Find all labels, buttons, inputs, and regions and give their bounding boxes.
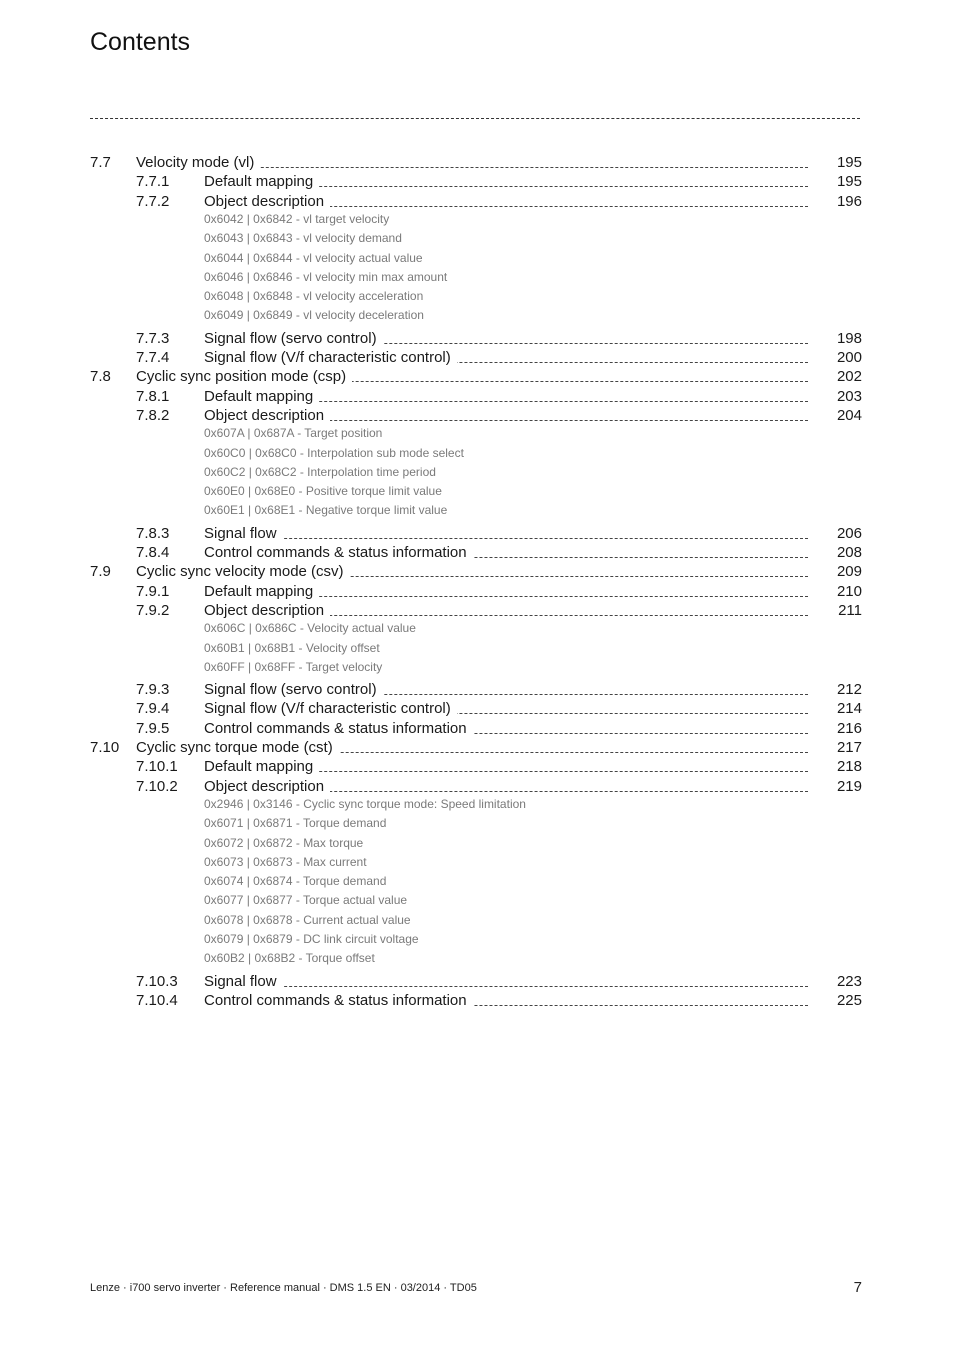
toc-entry-title: Control commands & status information	[204, 991, 473, 1010]
toc-object-item[interactable]: 0x2946 | 0x3146 - Cyclic sync torque mode: Speed limitation	[204, 796, 526, 811]
toc-entry-title: Object description	[204, 192, 330, 211]
toc-entry[interactable]	[0, 699, 954, 718]
page-title: Contents	[90, 28, 191, 56]
toc-entry[interactable]	[0, 367, 954, 386]
toc-entry-title: Object description	[204, 601, 330, 620]
toc-entry-number: 7.9.1	[136, 582, 170, 600]
toc-entry-number: 7.7.1	[136, 173, 170, 191]
toc-entry-page: 195	[836, 173, 862, 191]
toc-entry-number: 7.10	[90, 739, 120, 756]
toc-entry-title: Cyclic sync position mode (csp)	[136, 367, 352, 386]
toc-entry-page: 219	[836, 777, 862, 795]
toc-entry-number: 7.7.2	[136, 192, 170, 210]
toc-entry-number: 7.7.3	[136, 329, 170, 347]
toc-leader	[204, 538, 808, 539]
toc-entry[interactable]	[0, 348, 954, 367]
toc-entry-page: 209	[836, 563, 862, 581]
toc-object-item[interactable]: 0x607A | 0x687A - Target position	[204, 426, 383, 441]
toc-object-item[interactable]: 0x60E0 | 0x68E0 - Positive torque limit value	[204, 484, 442, 499]
toc-entry-title: Velocity mode (vl)	[136, 153, 260, 172]
toc-entry-title: Default mapping	[204, 757, 319, 776]
toc-entry-title: Default mapping	[204, 172, 319, 191]
toc-object-item[interactable]: 0x6048 | 0x6848 - vl velocity acceleration	[204, 289, 424, 304]
toc-entry[interactable]	[0, 582, 954, 601]
toc-entry[interactable]	[0, 153, 954, 172]
toc-entry-number: 7.9.5	[136, 719, 170, 737]
toc-entry[interactable]	[0, 601, 954, 620]
toc-object-item[interactable]: 0x6042 | 0x6842 - vl target velocity	[204, 211, 390, 226]
toc-entry-number: 7.8.2	[136, 406, 170, 424]
toc-entry[interactable]	[0, 406, 954, 425]
toc-entry-title: Object description	[204, 406, 330, 425]
toc-object-item[interactable]: 0x6046 | 0x6846 - vl velocity min max amount	[204, 269, 448, 284]
toc-object-item[interactable]: 0x6044 | 0x6844 - vl velocity actual value	[204, 250, 423, 265]
toc-entry[interactable]	[0, 172, 954, 191]
toc-entry-title: Signal flow (servo control)	[204, 329, 383, 348]
toc-entry-page: 208	[836, 544, 862, 561]
toc-entry-page: 225	[836, 991, 862, 1009]
toc-entry[interactable]	[0, 738, 954, 757]
toc-entry-number: 7.10.3	[136, 972, 178, 990]
toc-entry[interactable]	[0, 777, 954, 796]
toc-entry-number: 7.8.3	[136, 524, 170, 542]
toc-entry[interactable]	[0, 543, 954, 562]
toc-object-item[interactable]: 0x60FF | 0x68FF - Target velocity	[204, 659, 383, 674]
toc-entry[interactable]	[0, 192, 954, 211]
toc-entry-number: 7.9.4	[136, 700, 170, 718]
toc-entry-page: 218	[836, 758, 862, 776]
toc-object-item[interactable]: 0x6049 | 0x6849 - vl velocity deceleration	[204, 308, 424, 323]
toc-entry[interactable]	[0, 757, 954, 776]
toc-object-item[interactable]: 0x60E1 | 0x68E1 - Negative torque limit value	[204, 503, 448, 518]
toc-entry-page: 214	[836, 700, 862, 718]
toc-object-item[interactable]: 0x6077 | 0x6877 - Torque actual value	[204, 893, 408, 908]
toc-object-item[interactable]: 0x6078 | 0x6878 - Current actual value	[204, 912, 411, 927]
toc-entry-title: Default mapping	[204, 582, 319, 601]
toc-entry-title: Control commands & status information	[204, 543, 473, 562]
toc-entry-title: Cyclic sync torque mode (cst)	[136, 738, 339, 757]
toc-entry-number: 7.8.1	[136, 387, 170, 405]
toc-entry-number: 7.7.4	[136, 349, 170, 366]
toc-object-item[interactable]: 0x6074 | 0x6874 - Torque demand	[204, 874, 387, 889]
toc-entry[interactable]	[0, 524, 954, 543]
toc-entry-title: Signal flow (servo control)	[204, 680, 383, 699]
header-rule	[90, 118, 860, 119]
toc-entry[interactable]	[0, 680, 954, 699]
toc-entry[interactable]	[0, 991, 954, 1010]
toc-entry-number: 7.8	[90, 368, 111, 386]
toc-entry-page: 195	[836, 154, 862, 171]
toc-entry-page: 223	[836, 972, 862, 990]
toc-object-item[interactable]: 0x6072 | 0x6872 - Max torque	[204, 835, 364, 850]
toc-entry-page: 217	[836, 739, 862, 756]
toc-object-item[interactable]: 0x60B2 | 0x68B2 - Torque offset	[204, 951, 375, 966]
toc-entry[interactable]	[0, 329, 954, 348]
toc-entry-number: 7.10.2	[136, 777, 178, 795]
toc-entry-title: Signal flow (V/f characteristic control)	[204, 699, 457, 718]
toc-object-item[interactable]: 0x60C2 | 0x68C2 - Interpolation time period	[204, 464, 436, 479]
page-number: 7	[853, 1279, 862, 1296]
toc-entry-number: 7.9	[90, 563, 111, 581]
toc-entry-number: 7.10.4	[136, 991, 178, 1009]
toc-object-item[interactable]: 0x6079 | 0x6879 - DC link circuit voltage	[204, 932, 419, 946]
toc-object-item[interactable]: 0x6043 | 0x6843 - vl velocity demand	[204, 231, 402, 246]
toc-object-item[interactable]: 0x6073 | 0x6873 - Max current	[204, 854, 367, 869]
toc-object-item[interactable]: 0x6071 | 0x6871 - Torque demand	[204, 816, 387, 831]
toc-entry-title: Control commands & status information	[204, 719, 473, 738]
toc-entry-page: 212	[836, 681, 862, 699]
toc-entry-page: 196	[836, 192, 862, 210]
toc-entry-title: Signal flow	[204, 524, 283, 543]
footer-text: Lenze · i700 servo inverter · Reference manual · DMS 1.5 EN · 03/2014 · TD05	[90, 1282, 477, 1294]
toc-entry[interactable]	[0, 562, 954, 581]
toc-object-item[interactable]: 0x60C0 | 0x68C0 - Interpolation sub mode select	[204, 445, 464, 460]
toc-entry-page: 200	[836, 349, 862, 366]
toc-entry-number: 7.8.4	[136, 544, 170, 561]
toc-entry-title: Cyclic sync velocity mode (csv)	[136, 562, 350, 581]
toc-entry[interactable]	[0, 719, 954, 738]
toc-object-item[interactable]: 0x60B1 | 0x68B1 - Velocity offset	[204, 640, 380, 655]
toc-entry-title: Signal flow (V/f characteristic control)	[204, 348, 457, 367]
toc-entry-page: 204	[836, 406, 862, 424]
toc-object-item[interactable]: 0x606C | 0x686C - Velocity actual value	[204, 621, 416, 636]
toc-entry-title: Signal flow	[204, 972, 283, 991]
toc-entry-page: 211	[838, 601, 862, 619]
toc-entry-number: 7.10.1	[136, 758, 178, 776]
toc-entry-page: 202	[836, 368, 862, 386]
toc-entry-title: Object description	[204, 777, 330, 796]
toc-entry[interactable]	[0, 387, 954, 406]
toc-entry[interactable]	[0, 972, 954, 991]
toc-leader	[204, 986, 808, 987]
toc-entry-title: Default mapping	[204, 387, 319, 406]
toc-entry-number: 7.9.3	[136, 681, 170, 699]
toc-entry-page: 206	[836, 524, 862, 542]
toc-entry-page: 216	[836, 719, 862, 737]
toc-entry-page: 198	[836, 329, 862, 347]
toc-entry-page: 203	[836, 387, 862, 405]
toc-entry-page: 210	[836, 582, 862, 600]
toc-entry-number: 7.9.2	[136, 601, 170, 619]
toc-entry-number: 7.7	[90, 154, 111, 171]
